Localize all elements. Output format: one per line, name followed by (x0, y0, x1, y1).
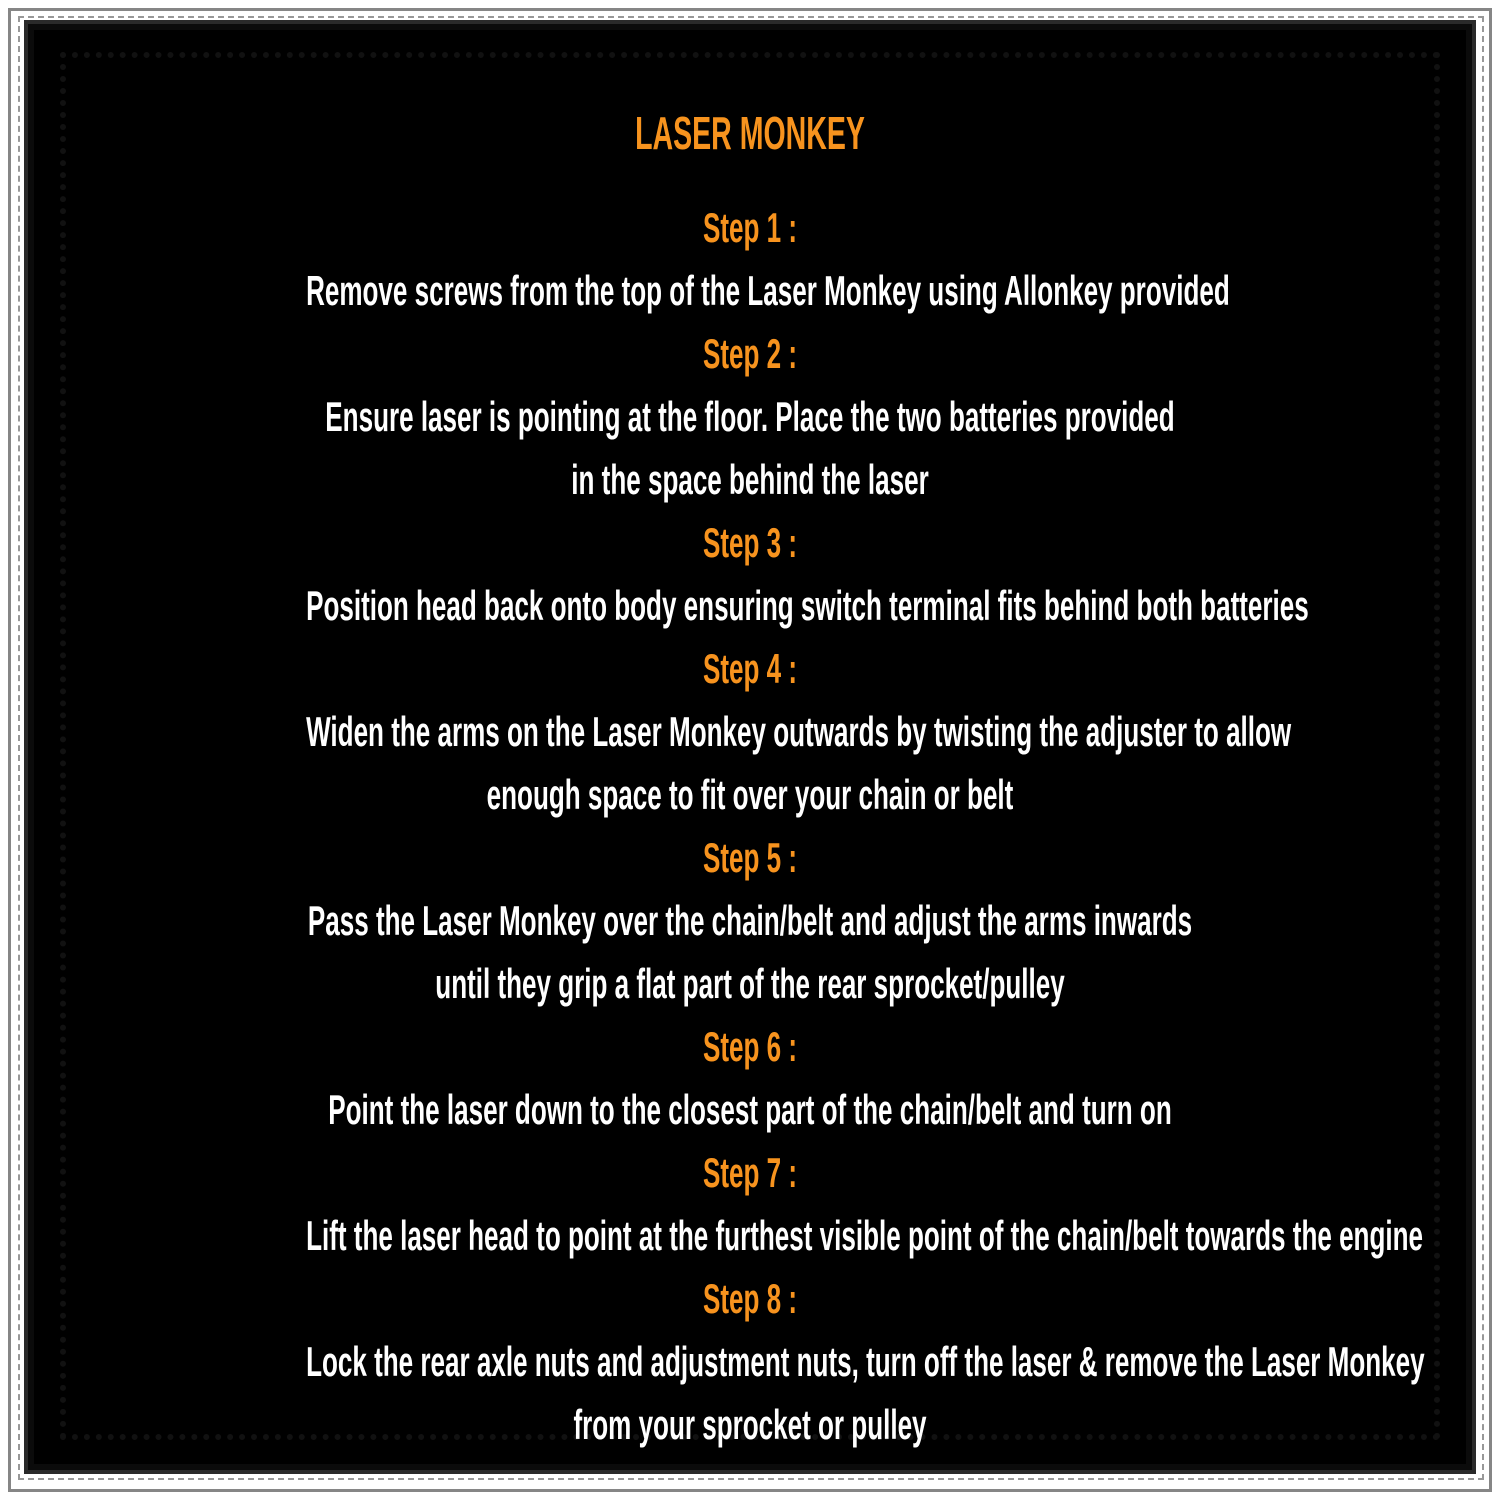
step-text: Pass the Laser Monkey over the chain/belt and adjust the arms inwards (307, 897, 1193, 944)
step-label: Step 1 : (702, 204, 798, 251)
step-label: Step 8 : (702, 1275, 798, 1322)
step-3 (34, 511, 1466, 637)
step-text: Point the laser down to the closest part of the chain/belt and turn on (328, 1086, 1172, 1133)
step-label: Step 6 : (702, 1023, 798, 1070)
step-8 (34, 1267, 1466, 1456)
instructions-content (34, 102, 1466, 1456)
step-text: Position head back onto body ensuring switch terminal fits behind both batteries (306, 582, 1309, 629)
step-6 (34, 1015, 1466, 1141)
step-text: until they grip a flat part of the rear sprocket/pulley (435, 960, 1065, 1007)
step-text: Lift the laser head to point at the furthest visible point of the chain/belt towards the engine (306, 1212, 1423, 1259)
step-text: Widen the arms on the Laser Monkey outwards by twisting the adjuster to allow (306, 708, 1292, 755)
step-text: from your sprocket or pulley (573, 1401, 927, 1448)
step-label: Step 3 : (702, 519, 798, 566)
step-text: Remove screws from the top of the Laser Monkey using Allonkey provided (306, 267, 1230, 314)
step-label: Step 4 : (702, 645, 798, 692)
step-label: Step 2 : (702, 330, 798, 377)
step-4 (34, 637, 1466, 826)
page-title: LASER MONKEY (635, 107, 865, 159)
step-2 (34, 322, 1466, 511)
step-text: Ensure laser is pointing at the floor. Place the two batteries provided (325, 393, 1175, 440)
step-label: Step 7 : (702, 1149, 798, 1196)
step-label: Step 5 : (702, 834, 798, 881)
step-text: Lock the rear axle nuts and adjustment nuts, turn off the laser & remove the Laser Monkey (306, 1338, 1425, 1385)
step-7 (34, 1141, 1466, 1267)
step-text: enough space to fit over your chain or belt (486, 771, 1014, 818)
step-5 (34, 826, 1466, 1015)
instructions-panel (34, 30, 1466, 1464)
step-text: in the space behind the laser (571, 456, 929, 503)
step-1 (34, 196, 1466, 322)
